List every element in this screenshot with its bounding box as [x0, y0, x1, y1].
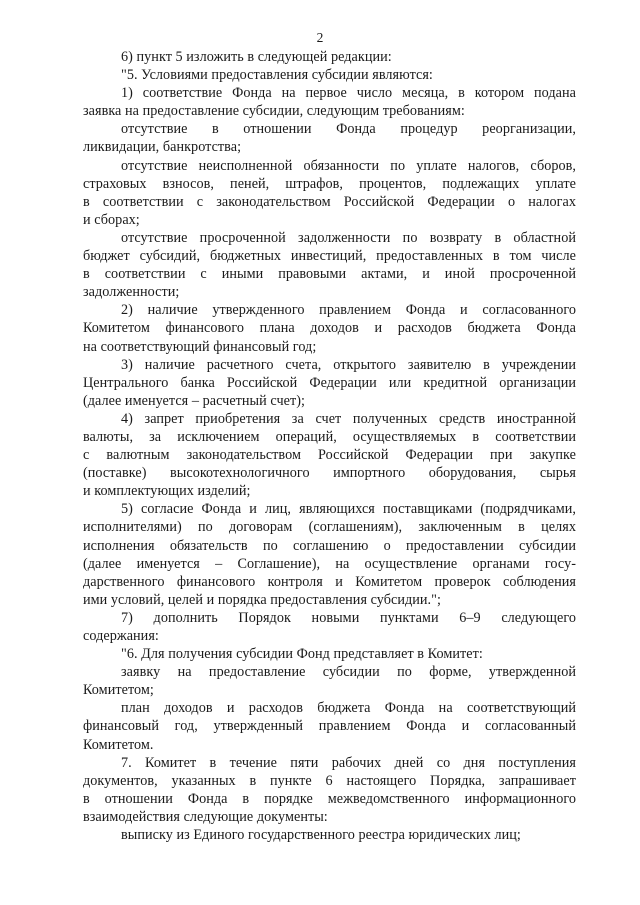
text-line: заявка на предоставление субсидии, следующим требованиям:: [83, 103, 465, 120]
text-line: Комитетом финансового плана доходов и расходов бюджета Фонда: [83, 320, 576, 337]
text-line: 3) наличие расчетного счета, открытого заявителю в учреждении: [121, 356, 576, 373]
text-line: Центрального банка Российской Федерации или кредитной организации: [83, 374, 576, 391]
text-line: Комитетом.: [83, 736, 154, 753]
text-line: отсутствие в отношении Фонда процедур реорганизации,: [121, 121, 576, 138]
text-line: и комплектующих изделий;: [83, 483, 251, 500]
page-number: 2: [316, 30, 324, 45]
text-line: 5) согласие Фонда и лиц, являющихся поставщиками (подрядчиками,: [121, 501, 576, 518]
text-line: (поставке) высокотехнологичного импортного оборудования, сырья: [83, 465, 576, 482]
text-line: с валютным законодательством Российской Федерации при закупке: [83, 447, 576, 464]
text-line: 7) дополнить Порядок новыми пунктами 6–9 следующего: [121, 609, 576, 626]
text-line: (далее именуется – Соглашение), на осуществление органами госу-: [83, 555, 576, 572]
text-line: 6) пункт 5 изложить в следующей редакции:: [121, 49, 392, 65]
text-line: финансовый год, утвержденный правлением Фонда и согласованный: [83, 718, 576, 735]
text-line: ликвидации, банкротства;: [83, 139, 242, 156]
text-line: бюджет субсидий, бюджетных инвестиций, предоставленных в том числе: [83, 248, 576, 265]
text-line: валюты, за исключением операций, осуществляемых в соответствии: [83, 428, 576, 445]
text-line: в соответствии с иными правовыми актами, и иной просроченной: [83, 266, 576, 283]
text-line: отсутствие просроченной задолженности по возврату в областной: [121, 229, 576, 246]
text-line: 7. Комитет в течение пяти рабочих дней со дня поступления: [121, 754, 576, 771]
text-line: в соответствии с законодательством Российской Федерации о налогах: [83, 193, 576, 210]
text-line: в отношении Фонда в порядке межведомственного информационного: [83, 790, 576, 807]
text-line: на соответствующий финансовый год;: [83, 338, 317, 355]
text-line: 4) запрет приобретения за счет полученных средств иностранной: [121, 410, 576, 427]
text-line: выписку из Единого государственного реестра юридических лиц;: [121, 827, 521, 844]
text-line: страховых взносов, пеней, штрафов, процентов, подлежащих уплате: [83, 175, 576, 192]
text-line: исполнителями) по договорам (соглашениям), заключенным в целях: [83, 519, 576, 536]
text-line: Комитетом;: [83, 682, 154, 699]
text-line: заявку на предоставление субсидии по форме, утвержденной: [121, 664, 576, 681]
text-line: документов, указанных в пункте 6 настоящего Порядка, запрашивает: [83, 772, 576, 789]
document-body: [83, 48, 576, 844]
text-line: и сборах;: [83, 211, 140, 228]
text-line: 2) наличие утвержденного правлением Фонда и согласованного: [121, 302, 576, 319]
text-line: отсутствие неисполненной обязанности по уплате налогов, сборов,: [121, 157, 576, 174]
text-line: дарственного финансового контроля и Комитетом проверок соблюдения: [83, 573, 576, 590]
text-line: исполнения обязательств по соглашению о предоставлении субсидии: [83, 537, 576, 554]
text-line: ими условий, целей и порядка предоставления субсидии.";: [83, 591, 441, 608]
text-line: "5. Условиями предоставления субсидии являются:: [121, 67, 433, 84]
text-line: взаимодействия следующие документы:: [83, 808, 328, 825]
text-line: 1) соответствие Фонда на первое число месяца, в котором подана: [121, 85, 576, 102]
text-line: (далее именуется – расчетный счет);: [83, 392, 305, 409]
text-line: "6. Для получения субсидии Фонд представляет в Комитет:: [121, 646, 483, 663]
text-line: задолженности;: [83, 284, 180, 301]
text-line: план доходов и расходов бюджета Фонда на соответствующий: [121, 700, 576, 717]
text-line: содержания:: [83, 628, 159, 644]
